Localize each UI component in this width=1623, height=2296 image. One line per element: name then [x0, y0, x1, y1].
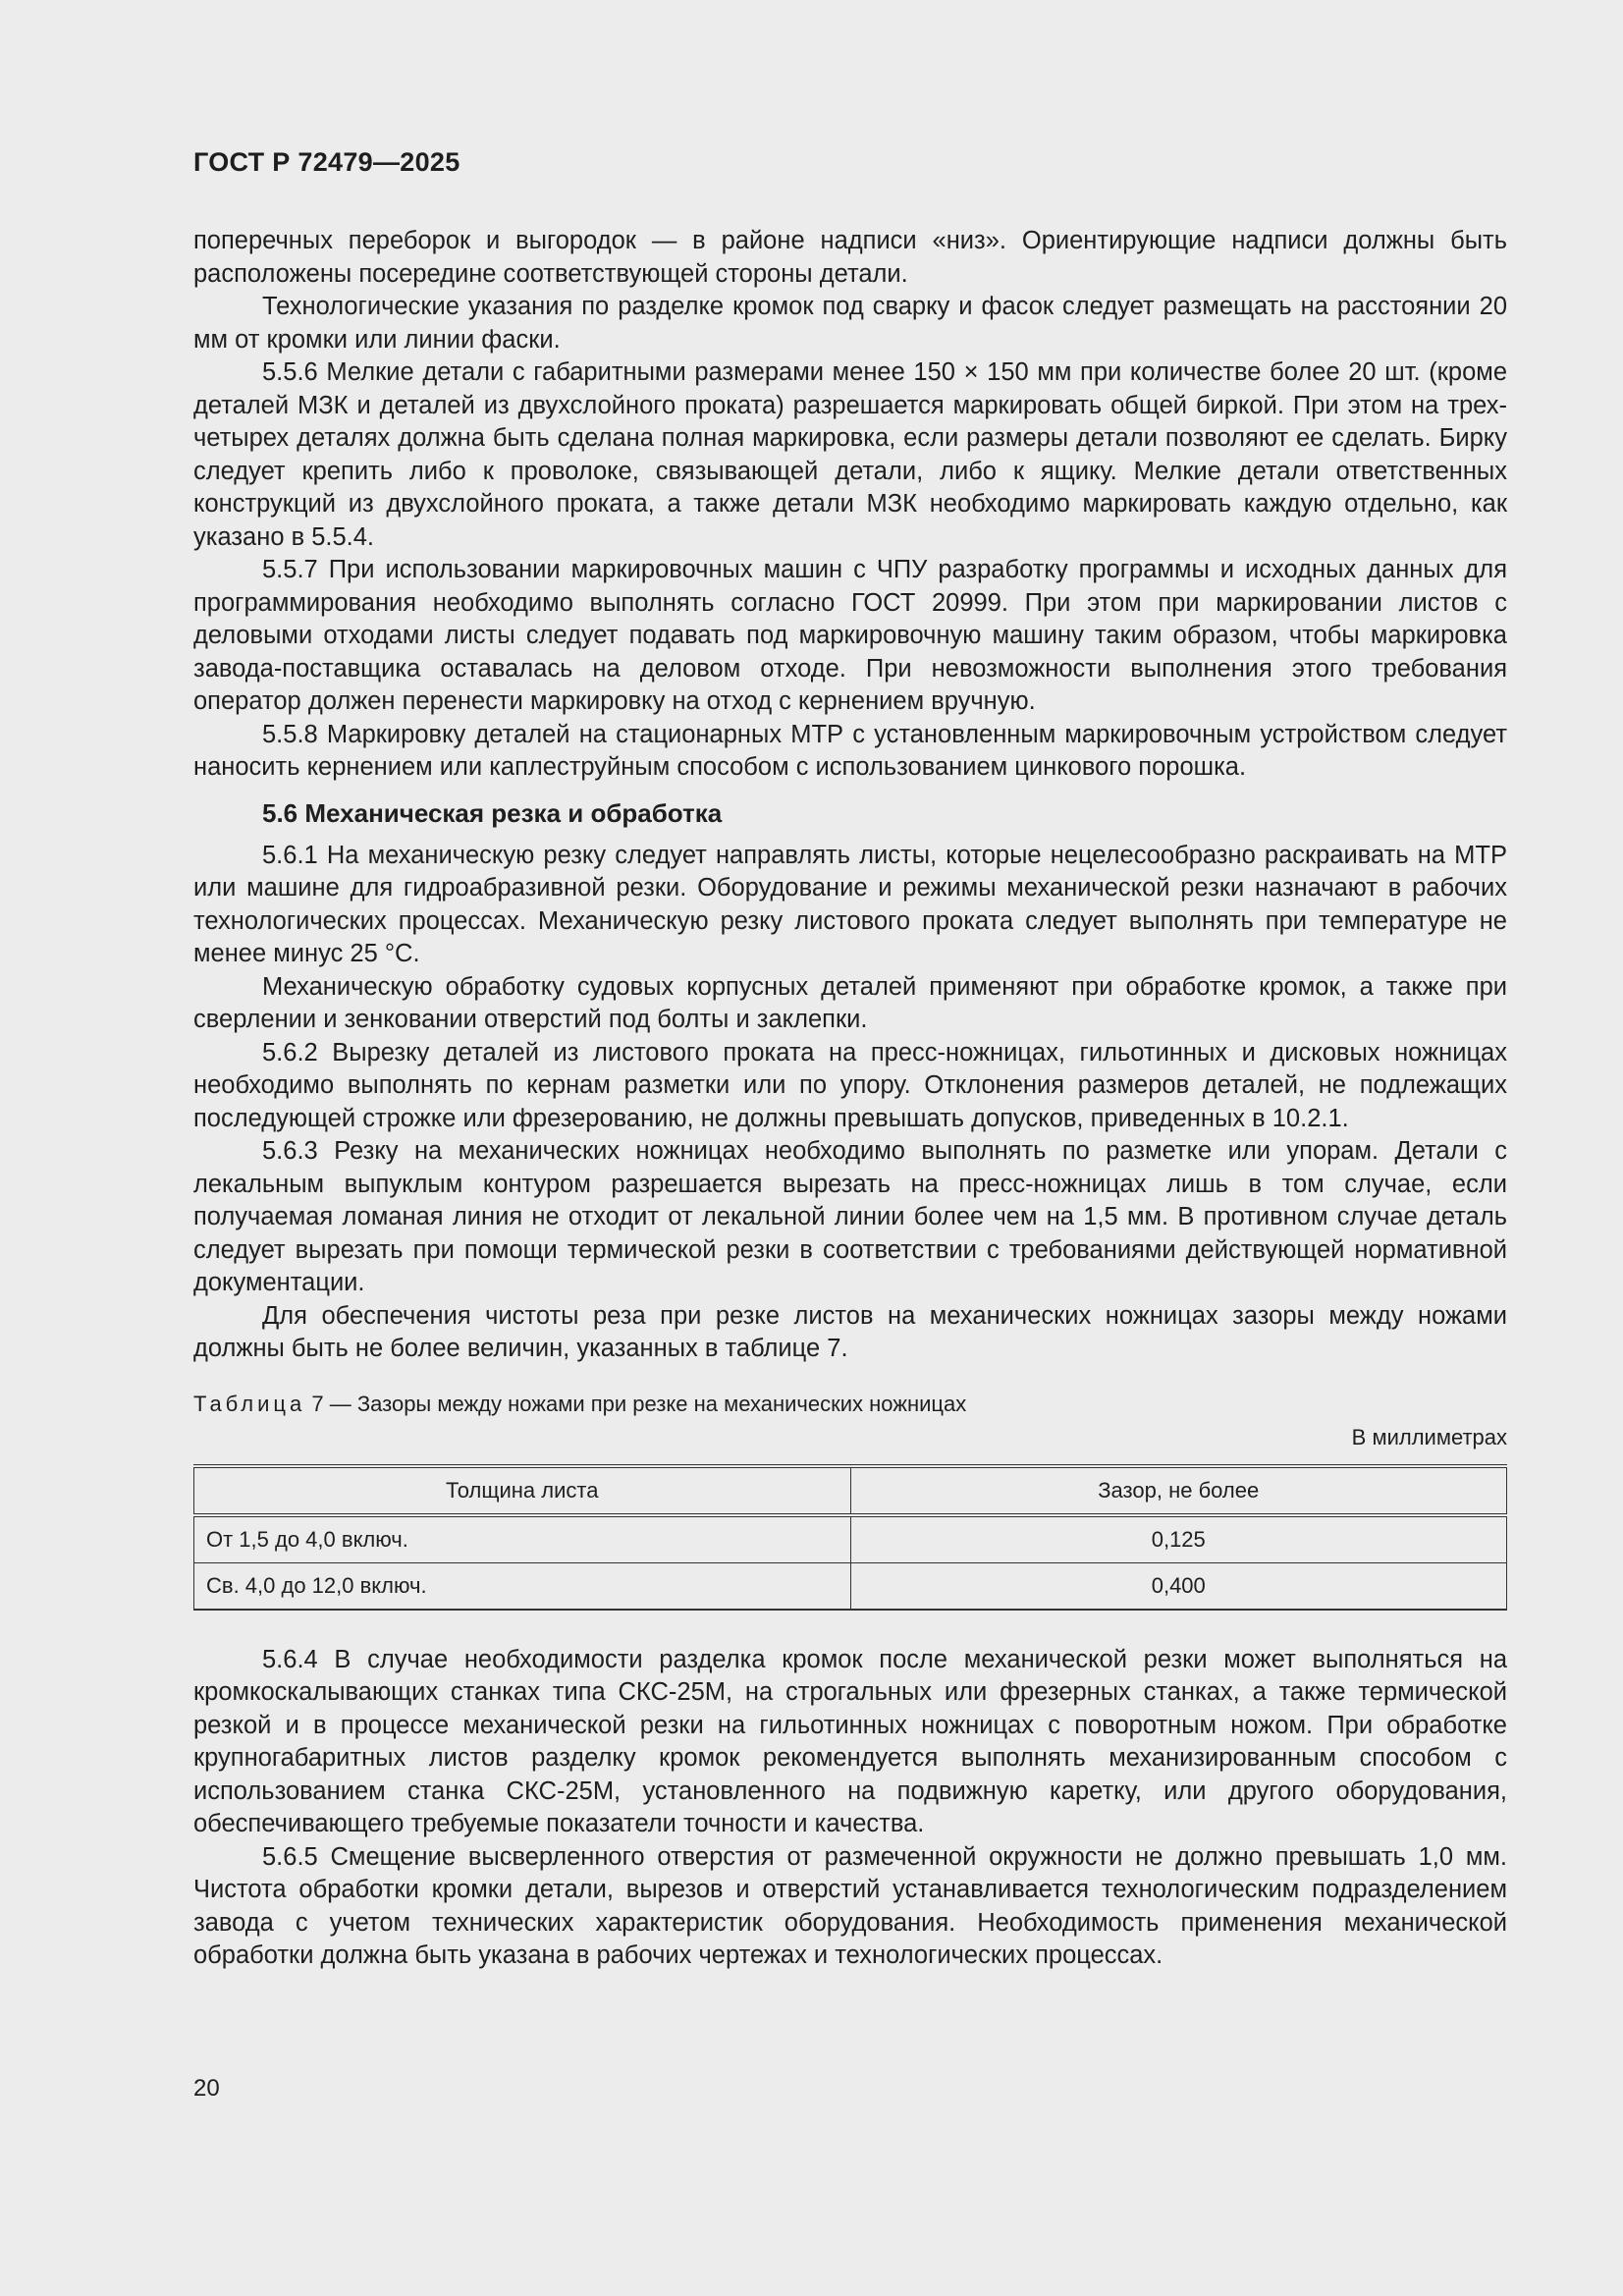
paragraph: 5.5.6 Мелкие детали с габаритными размерами менее 150 × 150 мм при количестве более 20 шт. (кроме деталей МЗК и деталей из двухслойного проката) разрешается маркировать общей биркой. При этом на трех-четырех деталях должна быть сделана полная маркировка, если размеры детали позволяют ее сделать. Бирку следует крепить либо к проволоке, связывающей детали, либо к ящику. Мелкие детали ответственных конструкций из двухслойного проката, а также детали МЗК необходимо маркировать каждую отдельно, как указано в 5.5.4. [193, 358, 1507, 551]
page-number: 20 [193, 2075, 220, 2102]
paragraph: Механическую обработку судовых корпусных деталей применяют при обработке кромок, а также при сверлении и зенковании отверстий под болты и заклепки. [193, 972, 1507, 1033]
table-caption-text: 7 — Зазоры между ножами при резке на механических ножницах [305, 1391, 967, 1416]
table-row [194, 1562, 1507, 1610]
table-units: В миллиметрах [1351, 1424, 1507, 1449]
paragraph: 5.5.7 При использовании маркировочных машин с ЧПУ разработку программы и исходных данных для программирования необходимо выполнять согласно ГОСТ 20999. При этом при маркировании листов с деловыми отходами листы следует подавать под маркировочную машину таким образом, чтобы маркировка завода-поставщика оставалась на деловом отходе. При невозможности выполнения этого требования оператор должен перенести маркировку на отход с кернением вручную. [193, 556, 1507, 715]
paragraph-group-top [193, 225, 1507, 785]
paragraph: 5.6.5 Смещение высверленного отверстия от размеченной окружности не должно превышать 1,0 мм. Чистота обработки кромки детали, вырезов и отверстий устанавливается технологическим подразделением завода с учетом технических характеристик оборудования. Необходимость применения механической обработки должна быть указана в рабочих чертежах и технологических процессах. [193, 1842, 1507, 1969]
table-row [194, 1515, 1507, 1563]
table-header-cell: Зазор, не более [850, 1466, 1507, 1515]
table-caption-label: Таблица [193, 1391, 306, 1416]
paragraph: 5.6.2 Вырезку деталей из листового проката на пресс-ножницах, гильотинных и дисковых ножницах необходимо выполнять по кернам разметки или по упору. Отклонения размеров деталей, не подлежащих последующей строжке или фрезерованию, не должны превышать допусков, приведенных в 10.2.1. [193, 1038, 1507, 1132]
document-body [193, 225, 1507, 1973]
table-header-row [194, 1466, 1507, 1515]
table-header-cell: Толщина листа [194, 1466, 851, 1515]
paragraph: Технологические указания по разделке кромок под сварку и фасок следует размещать на расстоянии 20 мм от кромки или линии фаски. [193, 293, 1507, 354]
paragraph-group-bottom [193, 1644, 1507, 1973]
table-cell: 0,400 [850, 1562, 1507, 1610]
paragraph-group-section [193, 840, 1507, 1366]
table-cell: 0,125 [850, 1515, 1507, 1563]
data-table [193, 1464, 1507, 1611]
table-caption [193, 1390, 1507, 1419]
paragraph: Для обеспечения чистоты реза при резке листов на механических ножницах зазоры между ножами должны быть не более величин, указанных в таблице 7. [193, 1301, 1507, 1362]
paragraph: поперечных переборок и выгородок — в районе надписи «низ». Ориентирующие надписи должны быть расположены посередине соответствующей стороны детали. [193, 227, 1507, 288]
paragraph: 5.5.8 Маркировку деталей на стационарных МТР с установленным маркировочным устройством следует наносить кернением или каплеструйным способом с использованием цинкового порошка. [193, 720, 1507, 781]
paragraph: 5.6.3 Резку на механических ножницах необходимо выполнять по разметке или упорам. Детали с лекальным выпуклым контуром разрешается вырезать на пресс-ножницах лишь в том случае, если получаемая ломаная линия не отходит от лекальной линии более чем на 1,5 мм. В противном случае деталь следует вырезать при помощи термической резки в соответствии с требованиями действующей нормативной документации. [193, 1137, 1507, 1296]
table-cell: От 1,5 до 4,0 включ. [194, 1515, 851, 1563]
table-cell: Св. 4,0 до 12,0 включ. [194, 1562, 851, 1610]
document-header: ГОСТ Р 72479—2025 [193, 147, 460, 177]
section-heading: 5.6 Механическая резка и обработка [262, 797, 723, 828]
paragraph: 5.6.1 На механическую резку следует направлять листы, которые нецелесообразно раскраивать на МТР или машине для гидроабразивной резки. Оборудование и режимы механической резки назначают в рабочих технологических процессах. Механическую резку листового проката следует выполнять при температуре не менее минус 25 °C. [193, 841, 1507, 967]
paragraph: 5.6.4 В случае необходимости разделка кромок после механической резки может выполняться на кромкоскалывающих станках типа СКС-25М, на строгальных или фрезерных станках, а также термической резкой и в процессе механической резки на гильотинных ножницах с поворотным ножом. При обработке крупногабаритных листов разделку кромок рекомендуется выполнять механизированным способом с использованием станка СКС-25М, установленного на подвижную каретку, или другого оборудования, обеспечивающего требуемые показатели точности и качества. [193, 1645, 1507, 1837]
